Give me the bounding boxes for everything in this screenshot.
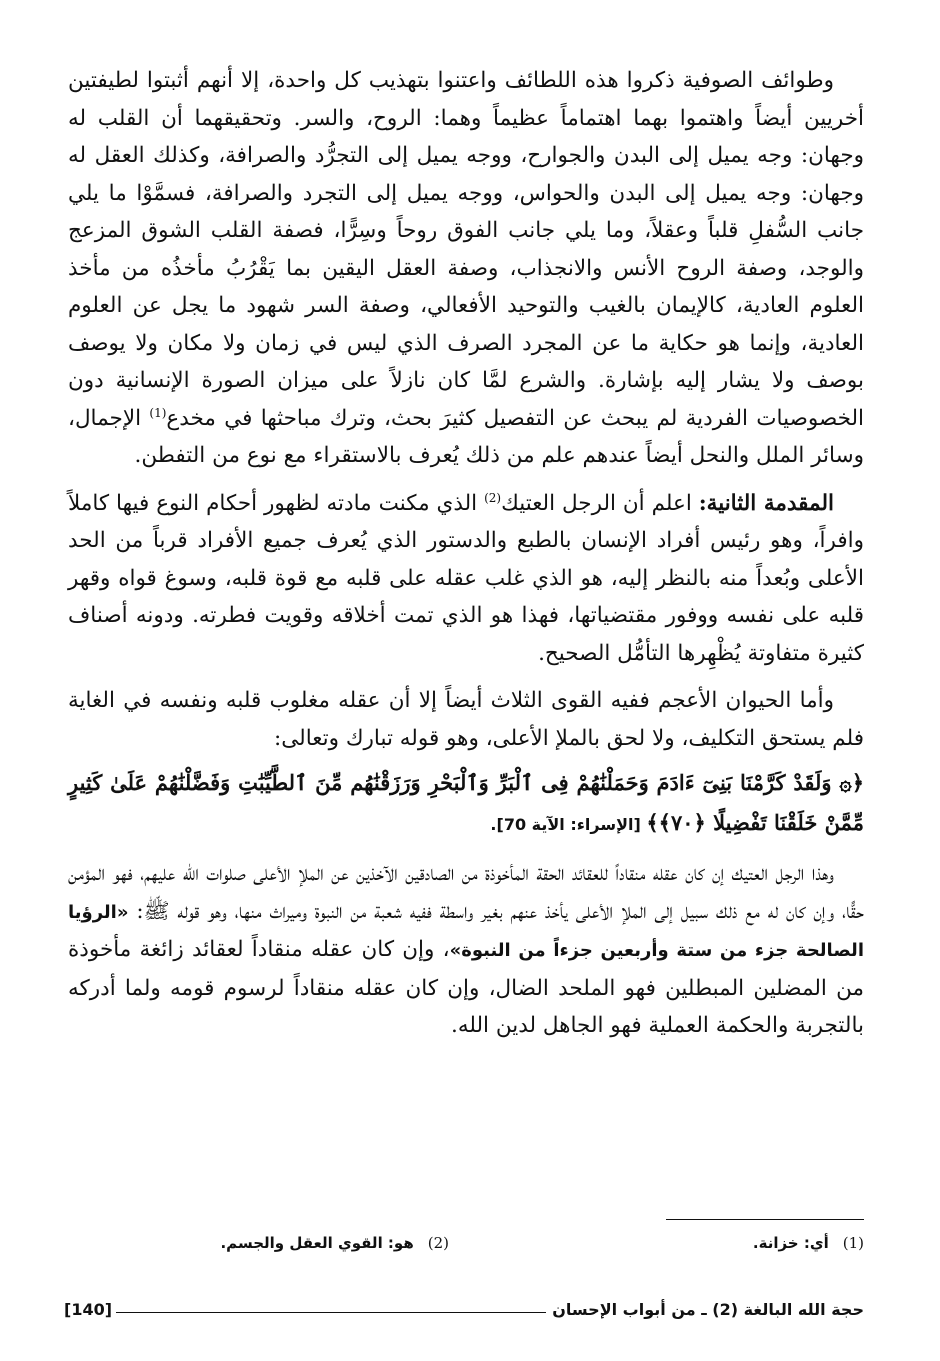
paragraph-text: وطوائف الصوفية ذكروا هذه اللطائف واعتنوا بتهذيب كل واحدة، إلا أنهم أثبتوا لطيفتين أخريين أيضاً واهتموا بهما اهتماماً عظيماً وهما: الروح، والسر. وتحقيقهما أن القلب له وجهان: وجه يميل إلى البدن والجوارح، ووجه يميل إلى التجرُّد والصرافة، وكذلك العقل له وجهان: وجه يميل إلى البدن والحواس، ووجه يميل إلى التجرد والصرافة، فسمَّوْا ما يلي جانب السُّفلِ قلباً وعقلاً، وما يلي جانب الفوق روحاً وسِرًّا، فصفة القلب الشوق المزعج والوجد، وصفة الروح الأنس والانجذاب، وصفة العقل اليقين بما يَقْرُبُ مأخذُه من مأخذ العلوم العادية، كالإيمان بالغيب والتوحيد الأفعالي، وصفة السر شهود ما يجل عن العلوم العادية، وإنما هو حكاية ما عن المجرد الصرف الذي ليس في زمان ولا مكان ولا يوصف بوصف ولا يشار إليه بإشارة. والشرع لمَّا كان نازلاً على ميزان الصورة الإنسانية دون الخصوصيات الفردية لم يبحث عن التفصيل كثيرَ بحث، وترك مباحثها في مخدع bbox=[68, 68, 864, 431]
footnote-number: (1) bbox=[842, 1234, 864, 1252]
running-title: حجة الله البالغة (2) ـ من أبواب الإحسان bbox=[552, 1300, 864, 1319]
page-footer bbox=[64, 1296, 864, 1324]
paragraph-text-tail: ، وإن كان عقله منقاداً لعقائد زائغة مأخوذة من المضلين المبطلين فهو الملحد الضال، وإن كان عقله منقاداً لرسوم قومه ولما أدركه بالتجربة والحكمة العملية فهو الجاهل لدين الله. bbox=[68, 937, 864, 1038]
paragraph-second-premise bbox=[68, 485, 864, 673]
verse-number-ornament: ﴿٧٠﴾﴾ bbox=[646, 810, 706, 835]
footnote-text: هو: القوي العقل والجسم. bbox=[220, 1234, 414, 1252]
page-number: [140] bbox=[64, 1300, 113, 1319]
verse-open-ornament: ﴿۞ bbox=[839, 770, 864, 795]
footnote-2 bbox=[220, 1234, 449, 1252]
paragraph-noble-man bbox=[68, 855, 864, 1045]
paragraph-text: وأما الحيوان الأعجم ففيه القوى الثلاث أيضاً إلا أن عقله مغلوب قلبه ونفسه في الغاية فلم يستحق التكليف، ولا لحق بالملإ الأعلى، وهو قوله تبارك وتعالى: bbox=[68, 688, 864, 751]
footer-rule bbox=[116, 1312, 546, 1313]
footnote-number: (2) bbox=[427, 1234, 449, 1252]
footnote-ref-2[interactable]: (2) bbox=[484, 490, 502, 505]
paragraph-animal bbox=[68, 682, 864, 757]
paragraph-text: وهذا الرجل العتيك إن كان عقله منقاداً للعقائد الحقة المأخوذة من الصادقين الآخذين عن الملإ الأعلى صلوات الله عليهم، فهو المؤمن حقًّا، وإن كان له مع ذلك سبيل إلى الملإ الأعلى يأخذ عنهم بغير واسطة ففيه شعبة من النبوة وميراث منها، وهو قوله ﷺ: bbox=[68, 861, 864, 924]
paragraph-text-tail: الإجمال، وسائر الملل والنحل أيضاً عندهم علم من ذلك يُعرف بالاستقراء مع نوع من التفطن. bbox=[68, 405, 864, 468]
footnote-1 bbox=[753, 1234, 864, 1252]
quran-verse-text: وَلَقَدْ كَرَّمْنَا بَنِىٓ ءَادَمَ وَحَمَلْنَٰهُمْ فِى ٱلْبَرِّ وَٱلْبَحْرِ وَرَزَقْنَٰهُم مِّنَ ٱلطَّيِّبَٰتِ وَفَضَّلْنَٰهُمْ عَلَىٰ كَثِيرٍ مِّمَّنْ خَلَقْنَا تَفْضِيلًا bbox=[68, 770, 864, 835]
paragraph-text: اعلم أن الرجل العتيك bbox=[501, 490, 699, 516]
footnote-separator bbox=[666, 1219, 864, 1220]
paragraph-sufi-subtleties bbox=[68, 62, 864, 475]
hadith-quote: «الرؤيا الصالحة جزء من ستة وأربعين جزءاً من النبوة» bbox=[68, 901, 864, 961]
paragraph-text-tail: الذي مكنت مادته لظهور أحكام النوع فيها كاملاً وافراً، وهو رئيس أفراد الإنسان بالطبع والدستور الذي يُعرف جميع الأفراد قرباً من الحد الأعلى وبُعداً منه بالنظر إليه، هو الذي غلب عقله على قلبه مع قوة قلبه، وسوغ قواه وقهر قلبه على نفسه ووفور مقتضياتها، فهذا هو الذي تمت أخلاقه وقويت فطرته. ودونه أصناف كثيرة متفاوتة يُظْهِرها التأمُّل الصحيح. bbox=[68, 490, 864, 666]
page-body bbox=[68, 62, 864, 1045]
verse-reference: [الإسراء: الآية 70]. bbox=[490, 815, 647, 834]
quran-verse-block bbox=[68, 763, 864, 845]
footnote-text: أي: خزانة. bbox=[752, 1234, 829, 1252]
footnote-ref-1[interactable]: (1) bbox=[149, 405, 167, 420]
section-heading: المقدمة الثانية: bbox=[698, 490, 834, 516]
